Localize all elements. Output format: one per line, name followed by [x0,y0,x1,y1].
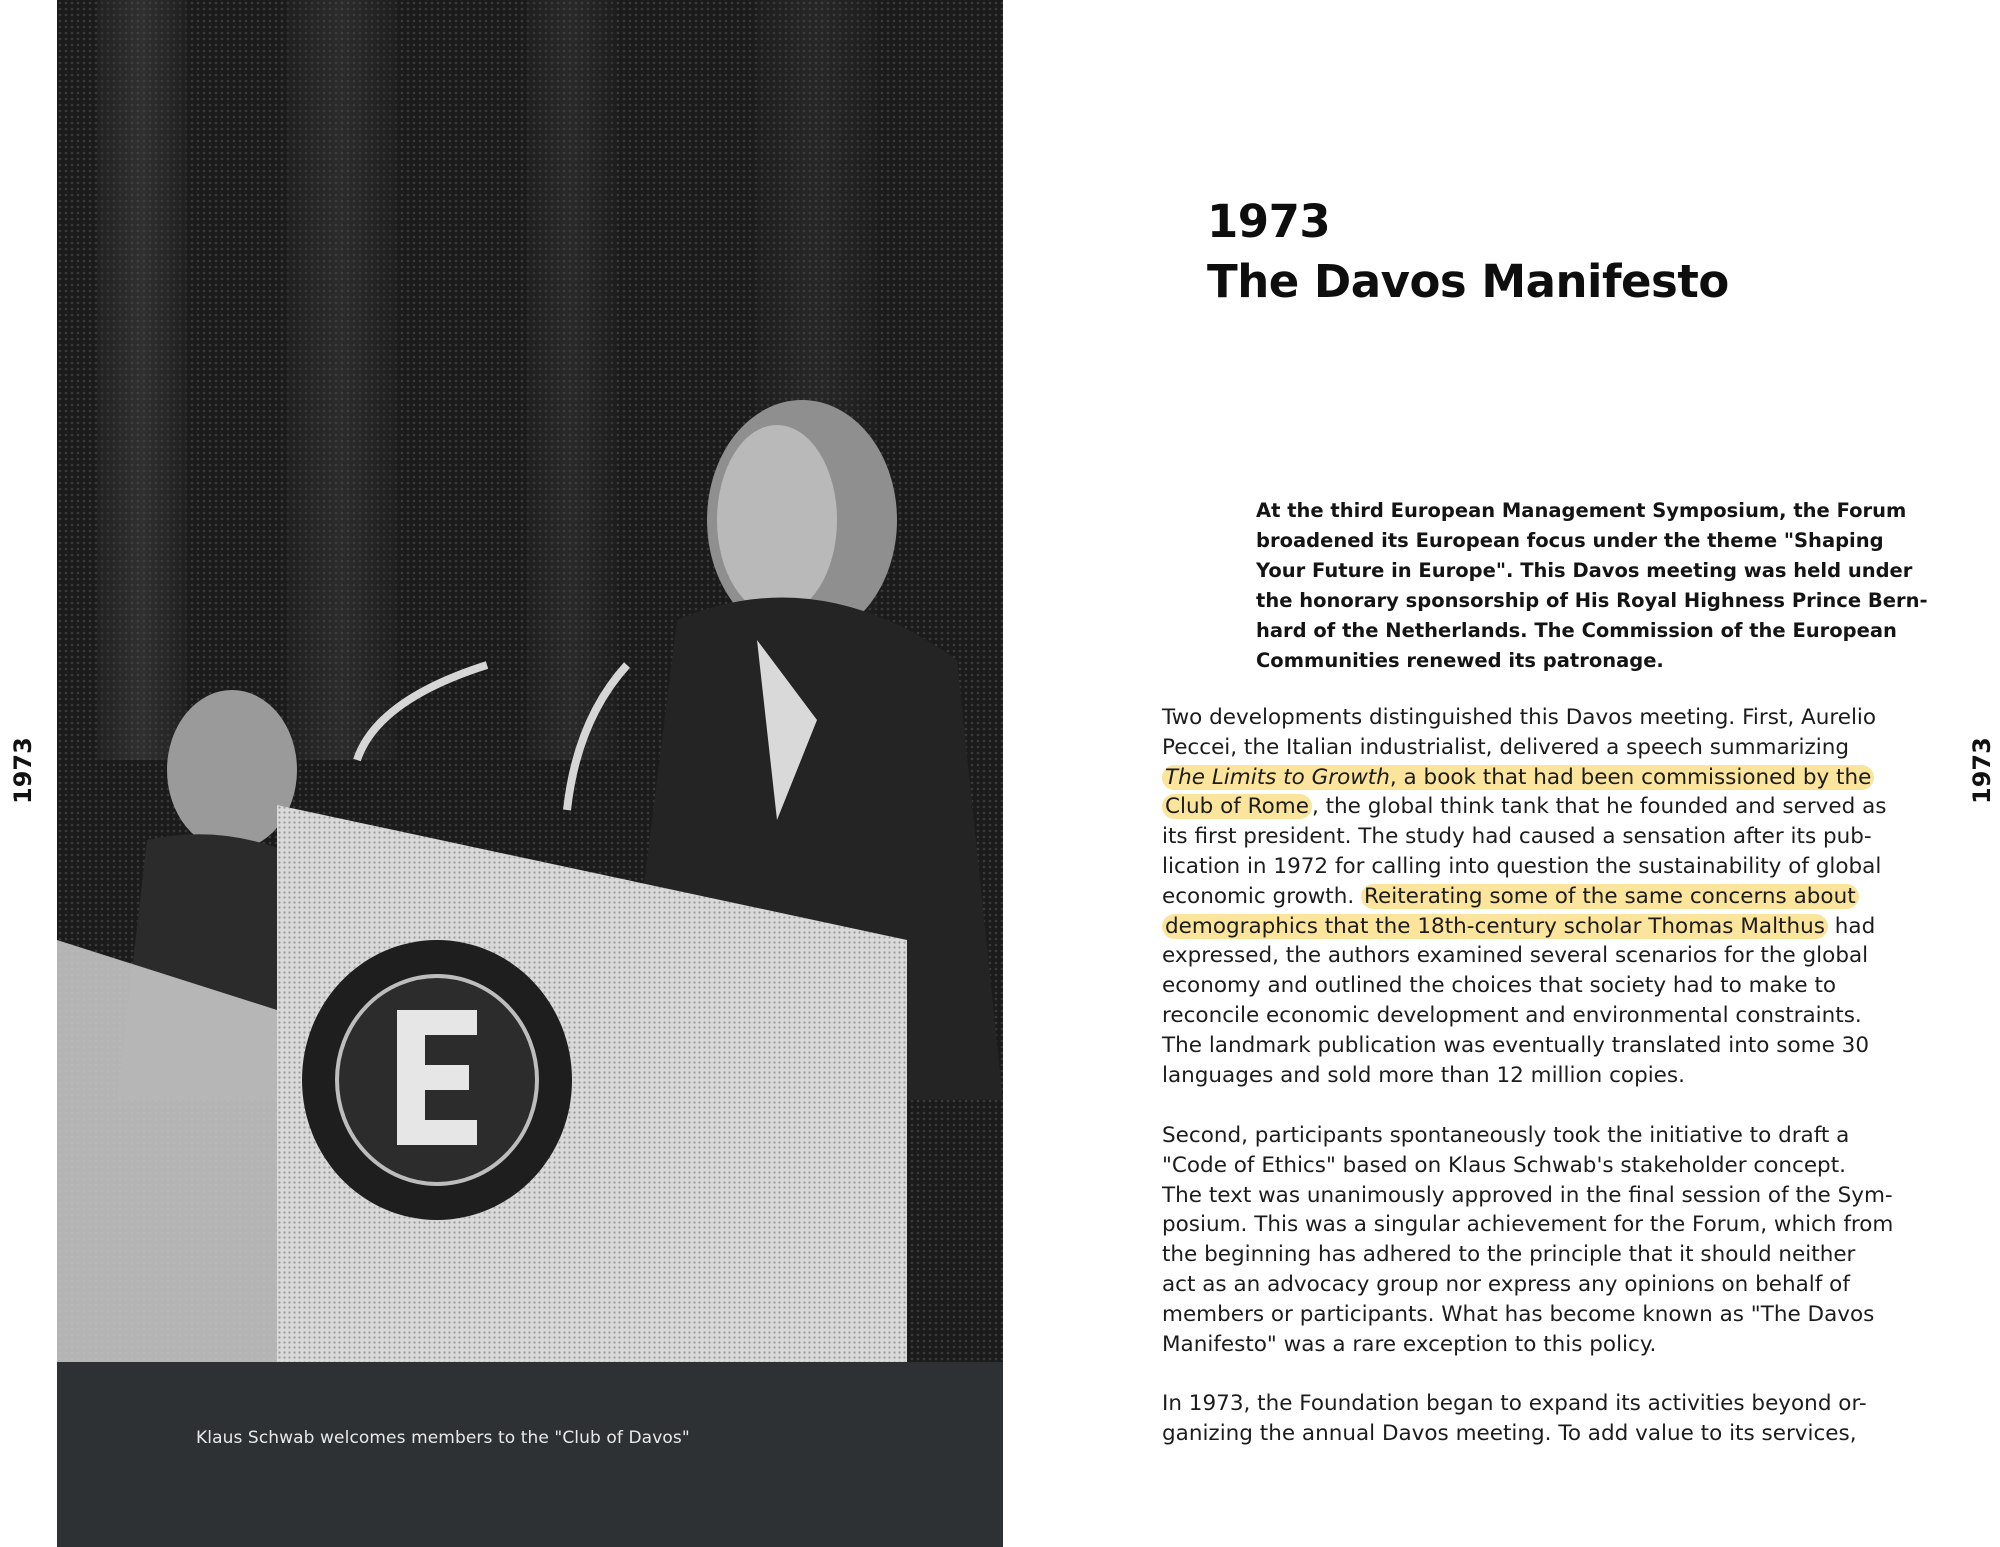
highlighted-text-part: , a book that had been commissioned by the [1389,764,1872,790]
text-line: lication in 1972 for calling into question the sustainability of global [1162,853,1882,879]
text-part: economic growth. [1162,883,1362,909]
text-line: Manifesto" was a rare exception to this policy. [1162,1331,1657,1357]
text-line: languages and sold more than 12 million copies. [1162,1062,1685,1088]
lead-paragraph [1256,496,1928,676]
heading-year: 1973 [1207,195,1331,248]
lead-line: Your Future in Europe". This Davos meeting was held under [1256,559,1913,582]
text-line [1162,882,1867,912]
photo-caption: Klaus Schwab welcomes members to the "Club of Davos" [196,1428,690,1448]
text-line: Second, participants spontaneously took the initiative to draft a [1162,1123,1850,1148]
caption-band [57,1362,1003,1547]
book-title: The Limits to Growth [1165,764,1390,790]
lead-line: the honorary sponsorship of His Royal Highness Prince Bern- [1256,589,1928,612]
text-line: the beginning has adhered to the principle that it should neither [1162,1242,1856,1268]
text-line: The landmark publication was eventually translated into some 30 [1162,1032,1870,1058]
text-line: "Code of Ethics" based on Klaus Schwab's stakeholder concept. [1162,1152,1846,1178]
text-part: , the global think tank that he founded and served as [1311,794,1887,820]
text-line: act as an advocacy group nor express any opinions on behalf of [1162,1271,1850,1297]
body-paragraph-2 [1162,1121,1894,1359]
lead-line: hard of the Netherlands. The Commission of the European [1256,619,1897,642]
podium-photo [57,0,1003,1362]
text-line: Peccei, the Italian industrialist, delivered a speech summarizing [1162,734,1850,760]
text-line: Two developments distinguished this Davos meeting. First, Aurelio [1162,705,1877,730]
highlighted-text: Reiterating some of the same concerns about [1361,884,1859,909]
text-line: ganizing the annual Davos meeting. To add value to its services, [1162,1420,1857,1446]
body-paragraph-1 [1162,703,1887,1090]
highlighted-text [1162,765,1874,790]
chapter-heading [1207,192,1729,312]
lead-line: At the third European Management Symposium, the Forum [1256,499,1907,522]
body-paragraph-3 [1162,1389,1867,1449]
text-line: reconcile economic development and environmental constraints. [1162,1002,1862,1028]
highlighted-text: Club of Rome [1162,794,1312,819]
lead-line: broadened its European focus under the theme "Shaping [1256,529,1884,552]
text-line: its first president. The study had caused a sensation after its pub- [1162,824,1872,850]
text-line: members or participants. What has become known as "The Davos [1162,1301,1875,1327]
text-part: had [1827,913,1876,939]
heading-title: The Davos Manifesto [1207,255,1729,308]
side-year-label-left: 1973 [9,737,37,804]
text-line: In 1973, the Foundation began to expand its activities beyond or- [1162,1391,1867,1416]
lead-line: Communities renewed its patronage. [1256,649,1664,672]
text-line: economy and outlined the choices that society had to make to [1162,973,1837,999]
text-line [1162,912,1876,942]
highlighted-text: demographics that the 18th-century scholar Thomas Malthus [1162,914,1828,939]
text-line [1162,763,1872,793]
photo-icon [57,0,1003,1362]
text-line: The text was unanimously approved in the final session of the Sym- [1162,1182,1893,1208]
text-line: expressed, the authors examined several scenarios for the global [1162,943,1869,969]
text-line: posium. This was a singular achievement for the Forum, which from [1162,1212,1894,1238]
text-line [1162,792,1887,822]
side-year-label-right: 1973 [1968,737,1996,804]
